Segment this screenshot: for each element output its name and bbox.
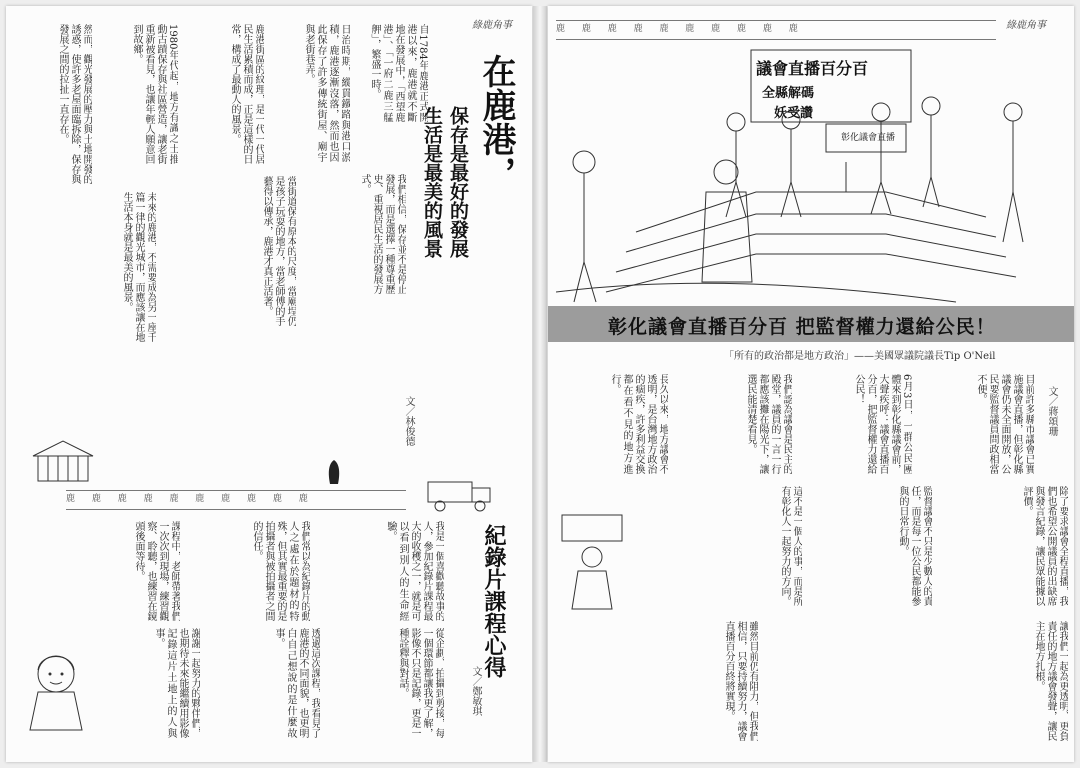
brand-mark: 綠鹿角事 — [472, 20, 512, 31]
left-page — [6, 6, 532, 762]
right-page — [548, 6, 1074, 762]
article2-column: 透過這次課程，我看見了鹿港的不同面貌，也更明白自己想說的是什麼故事。 — [273, 628, 320, 738]
article1-title-sub2: 生活是最美的風景 — [421, 106, 443, 258]
article1-byline: 文／林俊德 — [403, 396, 414, 446]
article2-title: 紀錄片課程心得 — [481, 524, 506, 678]
article2-byline: 文／鄭敏琪 — [470, 666, 481, 716]
article2-column: 從企劃、拍攝到剪接，每一個環節都讓我更了解，影像不只是記錄，更是一種詮釋與對話。 — [397, 628, 444, 738]
truck-sketch — [426, 474, 496, 514]
article3-column: 這不是一個人的事，而是所有彰化人一起努力的方向。 — [779, 486, 802, 606]
article2-column: 我是一個喜歡聽故事的人，參加紀錄片課程最大的收穫之一，就是可以看到別人的生命經驗。 — [385, 521, 444, 621]
house-sketch — [28, 436, 98, 486]
brand-mark: 綠鹿角事 — [1006, 20, 1046, 31]
headline-banner — [548, 306, 1074, 342]
article3-column: 除了要求議會全程直播，我們也希望公開議員的出缺席與發言紀錄，讓民眾能據以評價。 — [1021, 486, 1068, 606]
placard-figure-sketch — [558, 511, 628, 611]
article2-column: 課程中，老師帶著我們一次次到現場，練習觀察、聆聽，也練習在鏡頭後面等待。 — [133, 521, 180, 621]
sign-line3: 妖受讚 — [774, 106, 814, 121]
article1-column: 當街道保有原本的尺度，當廟埕仍是孩子玩耍的地方，當老師傅的手藝得以傳承，鹿港才真正活著。 — [261, 176, 296, 326]
article1-column: 日治時期，縱貫鐵路與港口淤積，鹿港逐漸沒落，然而也因此保存了許多傳統街屋、廟宇與老街巷弄。 — [303, 24, 350, 162]
article3-column: 長久以來，地方議會不透明，是台灣地方政治的痼疾，許多利益交換都在看不見的地方進行。 — [609, 374, 668, 474]
article3-column: 雖然目前仍有阻力，但我們相信，只要持續努力，議會直播百分百終將實現。 — [723, 621, 758, 741]
sign-line1: 議會直播百分百 — [756, 59, 869, 78]
decorative-strip: 鹿 鹿 鹿 鹿 鹿 鹿 鹿 鹿 鹿 鹿 — [556, 20, 996, 40]
article1-column: 鹿港街區的紋理，是一代一代居民生活累積而成，正是這樣的日常，構成了最動人的風景。 — [229, 24, 264, 164]
article1-column: 然而，觀光發展的壓力與土地開發的誘惑，使許多老屋面臨拆除，保存與發展之間的拉扯一直存在。 — [57, 24, 92, 184]
article1-column — [458, 24, 482, 36]
article2-column: 我們常以為紀錄片的動人之處在於題材的特殊，但其實最重要的是拍攝者與被拍攝者之間的信任。 — [251, 521, 310, 621]
article1-title-main: 在鹿港， — [476, 54, 516, 190]
article1-column: 1980年代起，地方有識之士推動古蹟保存與社區營造，讓老街重新被看見，也讓年輕人願意回到故鄉。 — [131, 24, 178, 164]
placard-text: 彰化議會直播 — [840, 133, 895, 143]
article2-column: 謝謝一起努力的夥伴們，也期待未來能繼續用影像記錄這片土地上的人與事。 — [153, 628, 200, 738]
article3-column: 監督議會不只是少數人的責任，而是每一位公民都能參與的日常行動。 — [897, 486, 932, 606]
article3-byline: 文／蔣頌珊 — [1046, 386, 1057, 436]
article3-column: 讓我們一起為更透明、更負責任的地方議會發聲，讓民主在地方扎根。 — [1033, 621, 1068, 741]
article3-column: 目前許多縣市議會已實施議會直播，但彰化縣議會仍未全面開放，公民要監督議員問政相當不便。 — [975, 374, 1034, 474]
article1-column: 自1784年鹿港正式開港以來，鹿港就不斷地在發展中，「西望鹿港」、「一府二鹿三艋舺」，繁盛一時。 — [369, 24, 428, 122]
sign-line2: 全縣解碼 — [762, 86, 815, 101]
bird-sketch — [324, 458, 344, 488]
decorative-strip: 鹿 鹿 鹿 鹿 鹿 鹿 鹿 鹿 鹿 鹿 — [66, 490, 406, 510]
article1-title-sub1: 保存是最好的發展 — [447, 106, 469, 258]
article1-column: 我們相信，保存並不是停止發展，而是選擇一種尊重歷史、重視居民生活的發展方式。 — [359, 174, 406, 294]
headline: 彰化議會直播百分百 把監督權力還給公民！ — [608, 316, 996, 338]
article3-column: 我們認為議會是民主的殿堂，議員的一言一行都應該攤在陽光下，讓選民能清楚看見。 — [745, 374, 792, 474]
article3-column: 6月3日，一群公民團體來到彰化縣議會前，大聲疾呼：議會直播百分百，把監督權力還給公民！ — [853, 374, 912, 474]
page-fold — [533, 6, 547, 762]
article1-column: 未來的鹿港，不需要成為另一座千篇一律的觀光城市，而應該讓在地生活本身就是最美的風景。 — [121, 192, 156, 342]
girl-sketch — [16, 644, 96, 734]
pull-quote: 「所有的政治都是地方政治」——美國眾議院議長Tip O'Neil — [724, 351, 996, 362]
